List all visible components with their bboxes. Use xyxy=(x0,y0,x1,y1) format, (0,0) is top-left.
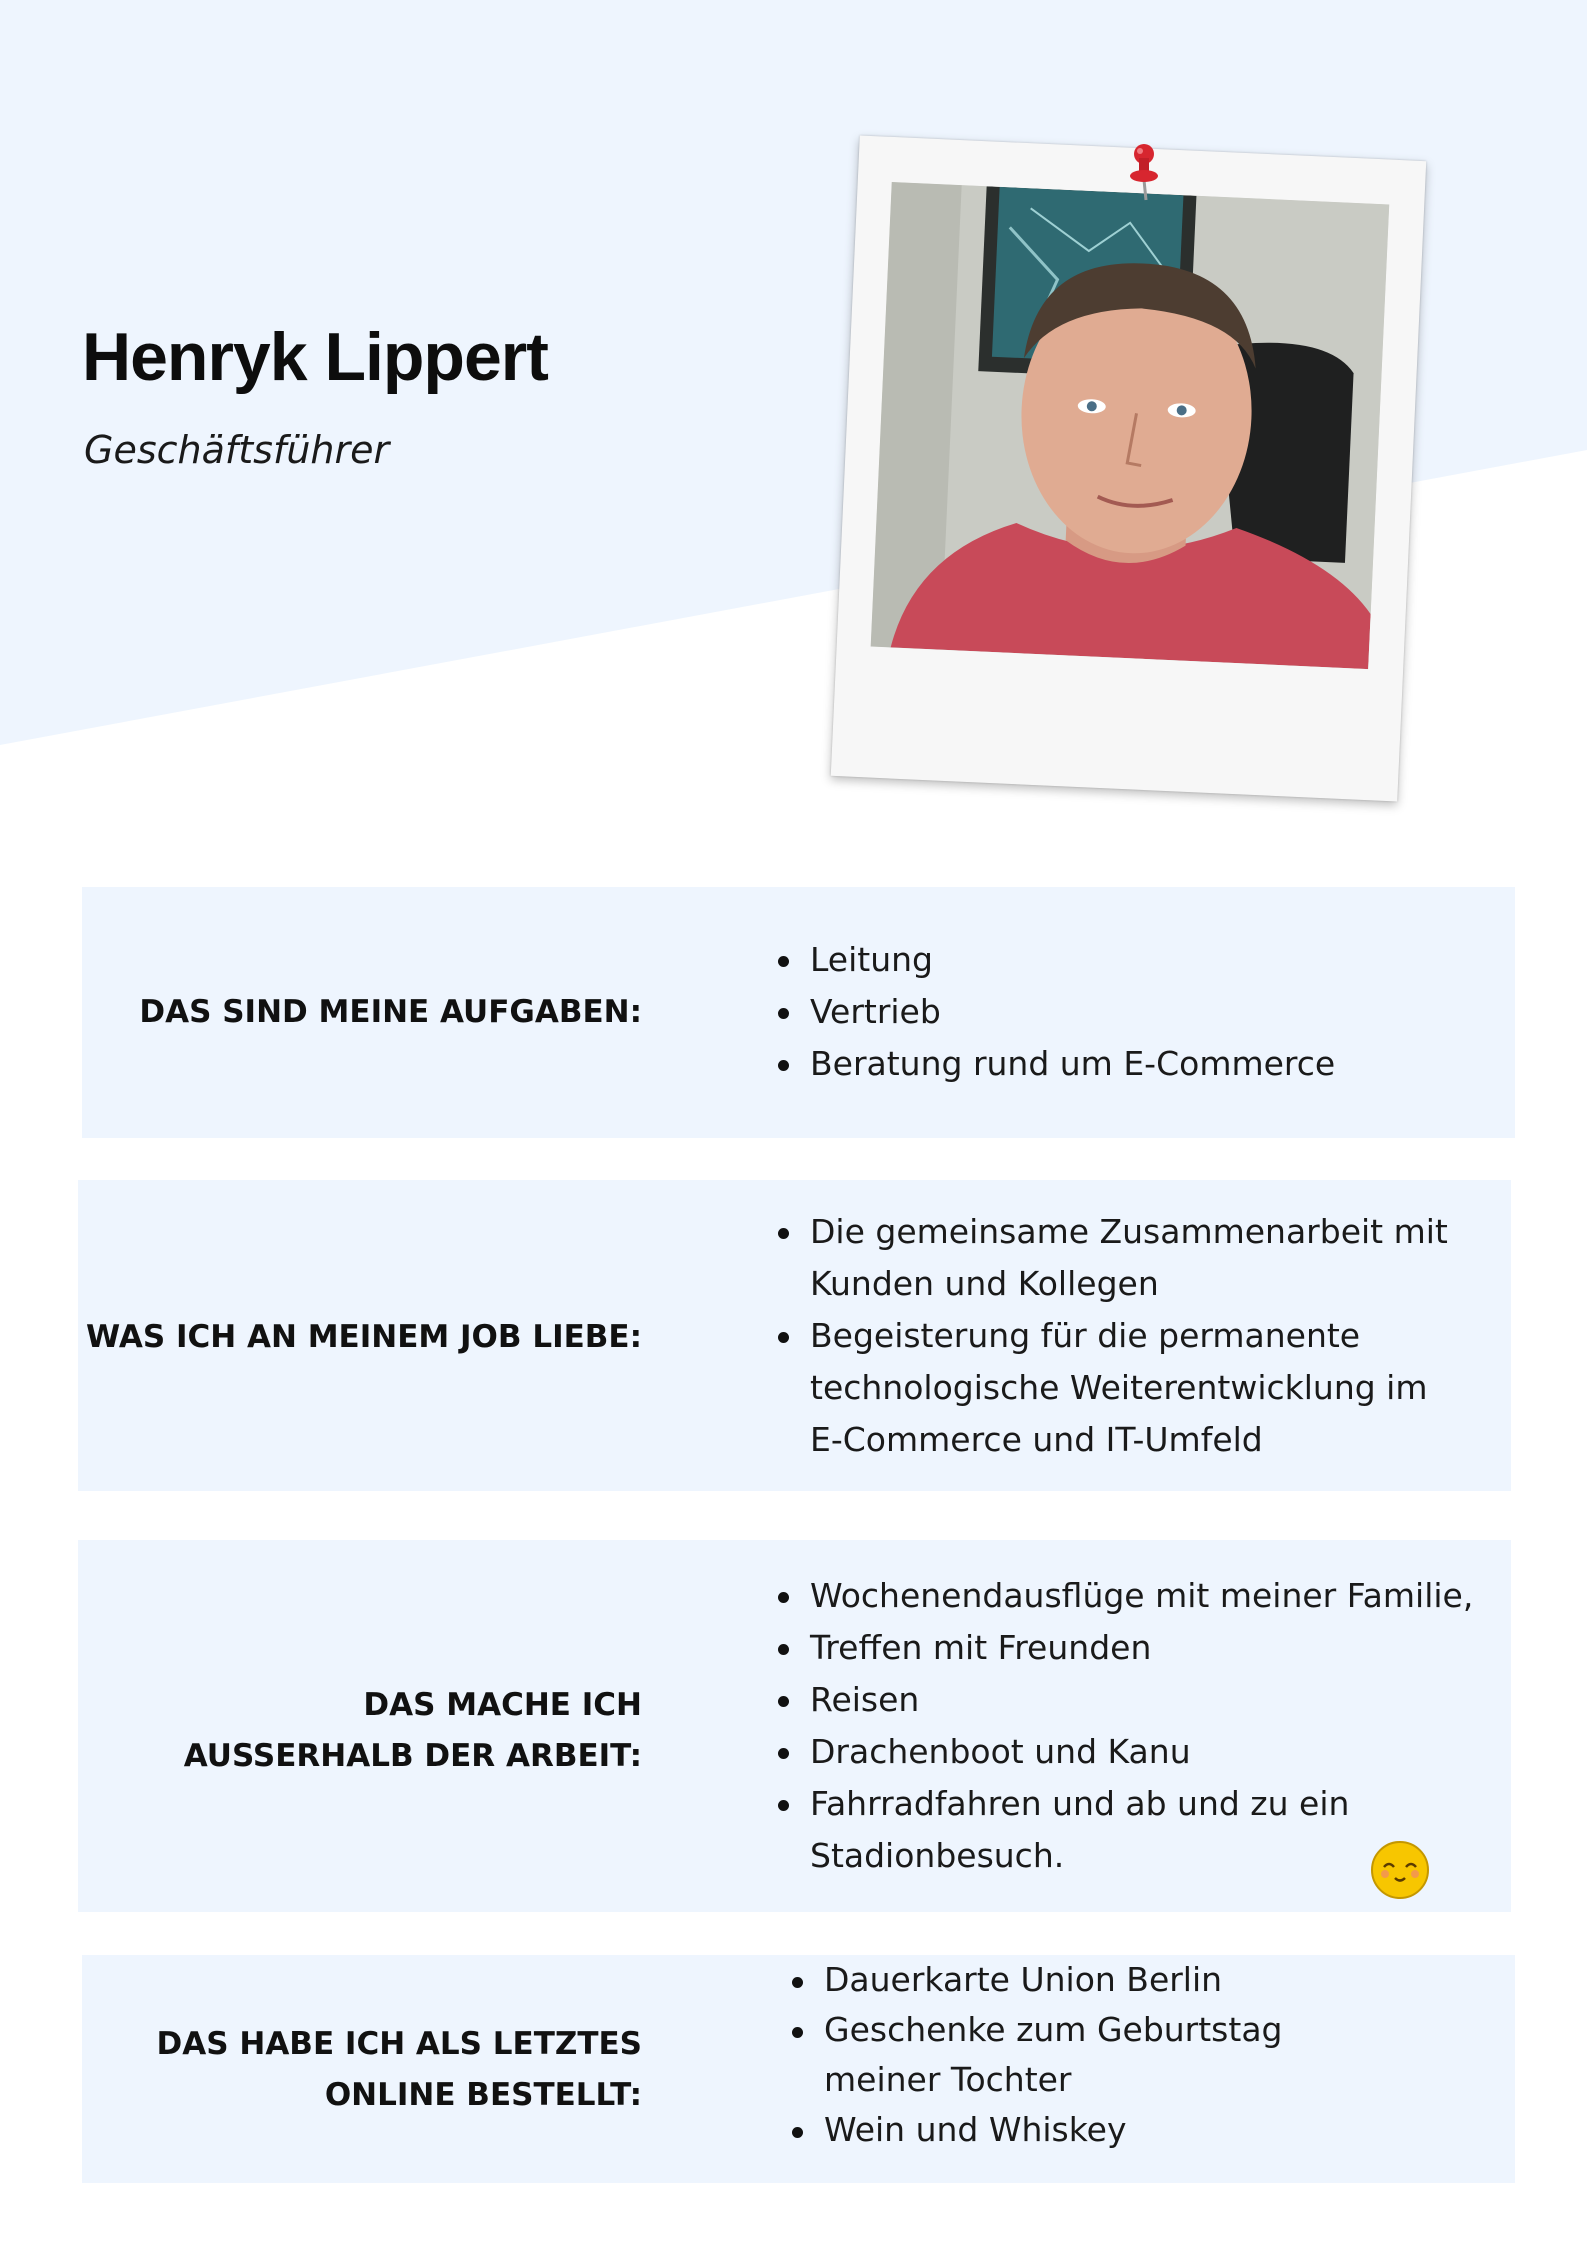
portrait-photo xyxy=(871,182,1390,669)
section-tasks xyxy=(82,887,1515,1138)
section-job-love xyxy=(78,1180,1511,1491)
smiling-face-emoji-icon xyxy=(1370,1840,1430,1900)
list-item: Wein und Whiskey xyxy=(788,2105,1438,2155)
section-tasks-list xyxy=(774,934,1474,1090)
person-role: Geschäftsführer xyxy=(84,428,390,472)
person-name: Henryk Lippert xyxy=(82,319,548,395)
list-item: Leitung xyxy=(774,934,1474,986)
section-last-order xyxy=(82,1955,1515,2183)
list-item: Vertrieb xyxy=(774,986,1474,1038)
polaroid-photo-frame xyxy=(831,135,1426,801)
section-free-time-list xyxy=(774,1570,1484,1882)
section-free-time xyxy=(78,1540,1511,1912)
list-item: Fahrradfahren und ab und zu ein Stadionbesuch. xyxy=(774,1778,1410,1882)
list-item: Begeisterung für die permanente technologische Weiterentwicklung im E-Commerce und IT-Umfeld xyxy=(774,1310,1454,1466)
list-item: Treffen mit Freunden xyxy=(774,1622,1484,1674)
list-item: Geschenke zum Geburtstag meiner Tochter xyxy=(788,2005,1384,2105)
list-item: Drachenboot und Kanu xyxy=(774,1726,1484,1778)
section-last-order-list xyxy=(788,1955,1438,2155)
section-job-love-list xyxy=(774,1206,1454,1466)
list-item: Wochenendausflüge mit meiner Familie, xyxy=(774,1570,1484,1622)
list-item: Die gemeinsame Zusammenarbeit mit Kunden und Kollegen xyxy=(774,1206,1454,1310)
section-last-order-label: DAS HABE ICH ALS LETZTES ONLINE BESTELLT: xyxy=(156,2026,642,2113)
section-job-love-label: WAS ICH AN MEINEM JOB LIEBE: xyxy=(86,1319,642,1355)
section-tasks-label: DAS SIND MEINE AUFGABEN: xyxy=(139,994,642,1030)
push-pin-icon xyxy=(1124,142,1164,202)
list-item: Dauerkarte Union Berlin xyxy=(788,1955,1438,2005)
list-item: Beratung rund um E-Commerce xyxy=(774,1038,1474,1090)
section-free-time-label: DAS MACHE ICH AUSSERHALB DER ARBEIT: xyxy=(183,1687,642,1774)
list-item: Reisen xyxy=(774,1674,1484,1726)
